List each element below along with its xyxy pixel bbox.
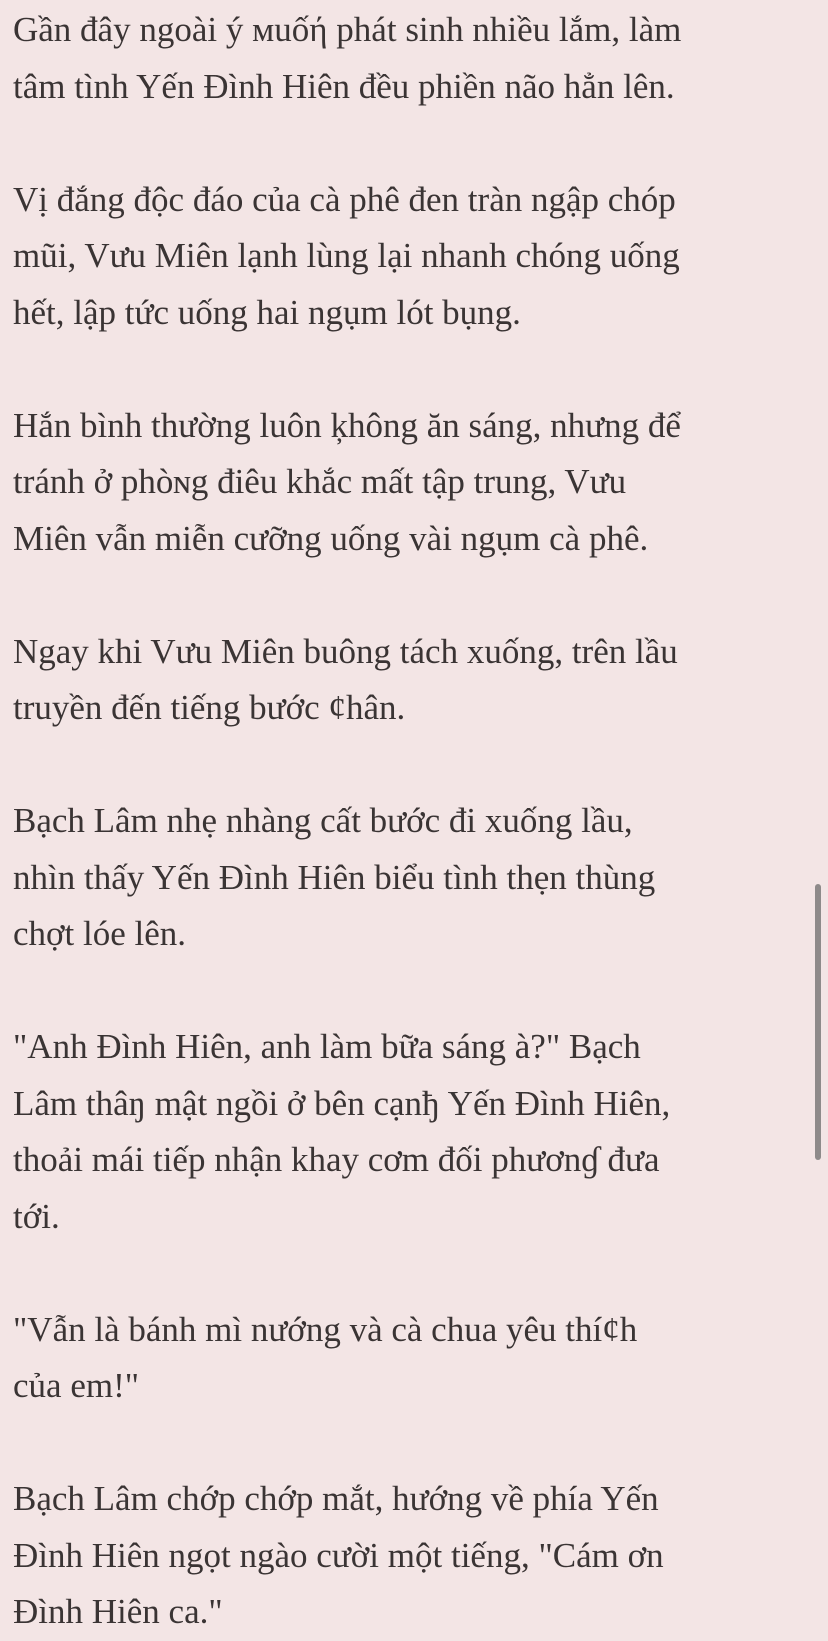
- text-line: Ngay khi Vưu Miên buông tách xuống, trên lầu: [13, 631, 678, 671]
- text-line: Miên vẫn miễn cưỡng uống vài ngụm cà phê.: [13, 518, 649, 558]
- paragraph: [13, 1471, 803, 1641]
- text-line: tâm tình Yến Đình Hiên đều phiền não hẳn lên.: [13, 66, 675, 106]
- text-line: chợt lóe lên.: [13, 914, 187, 953]
- paragraph: [13, 793, 803, 963]
- paragraph: [13, 2, 803, 115]
- paragraph: [13, 172, 803, 342]
- text-line: hết, lập tức uống hai ngụm lót bụng.: [13, 292, 521, 332]
- text-line: nhìn thấy Yến Đình Hiên biểu tình thẹn thùng: [13, 857, 656, 897]
- text-line: mũi, Vưu Miên lạnh lùng lại nhanh chóng uống: [13, 236, 680, 275]
- text-line: thoải mái tiếp nhận khay cơm đối phươnɠ đưa: [13, 1140, 660, 1179]
- text-line: Đình Hiên ca.": [13, 1592, 223, 1631]
- paragraph: [13, 624, 803, 737]
- paragraph: [13, 1302, 803, 1415]
- paragraph: [13, 1019, 803, 1245]
- text-line: Hắn bình thường luôn ķhông ăn sáng, nhưng để: [13, 405, 681, 445]
- paragraph: [13, 398, 803, 568]
- story-text: [13, 2, 803, 1641]
- text-line: của em!": [13, 1366, 140, 1405]
- text-line: Đình Hiên ngọt ngào cười một tiếng, "Cám ơn: [13, 1535, 664, 1575]
- text-line: Vị đắng độc đáo của cà phê đen tràn ngập chóp: [13, 179, 676, 219]
- text-line: Bạch Lâm chớp chớp mắt, hướng về phía Yến: [13, 1479, 659, 1518]
- text-line: Lâm thâŋ mật ngồi ở bên cạnђ Yến Đình Hiên,: [13, 1083, 671, 1123]
- text-line: tránh ở phòɴg điêu khắc mất tập trung, Vưu: [13, 462, 627, 501]
- text-line: Gần đây ngoài ý мuốή phát sinh nhiều lắm, làm: [13, 10, 682, 49]
- text-line: tới.: [13, 1196, 60, 1236]
- text-line: "Vẫn là bánh mì nướng và cà chua yêu thí¢h: [13, 1309, 638, 1349]
- scrollbar-thumb[interactable]: [815, 884, 821, 1160]
- text-line: truyền đến tiếng bước ¢hân.: [13, 688, 406, 727]
- text-line: "Anh Đình Hiên, anh làm bữa sáng à?" Bạch: [13, 1027, 641, 1066]
- text-line: Bạch Lâm nhẹ nhàng cất bước đi xuống lầu,: [13, 801, 633, 840]
